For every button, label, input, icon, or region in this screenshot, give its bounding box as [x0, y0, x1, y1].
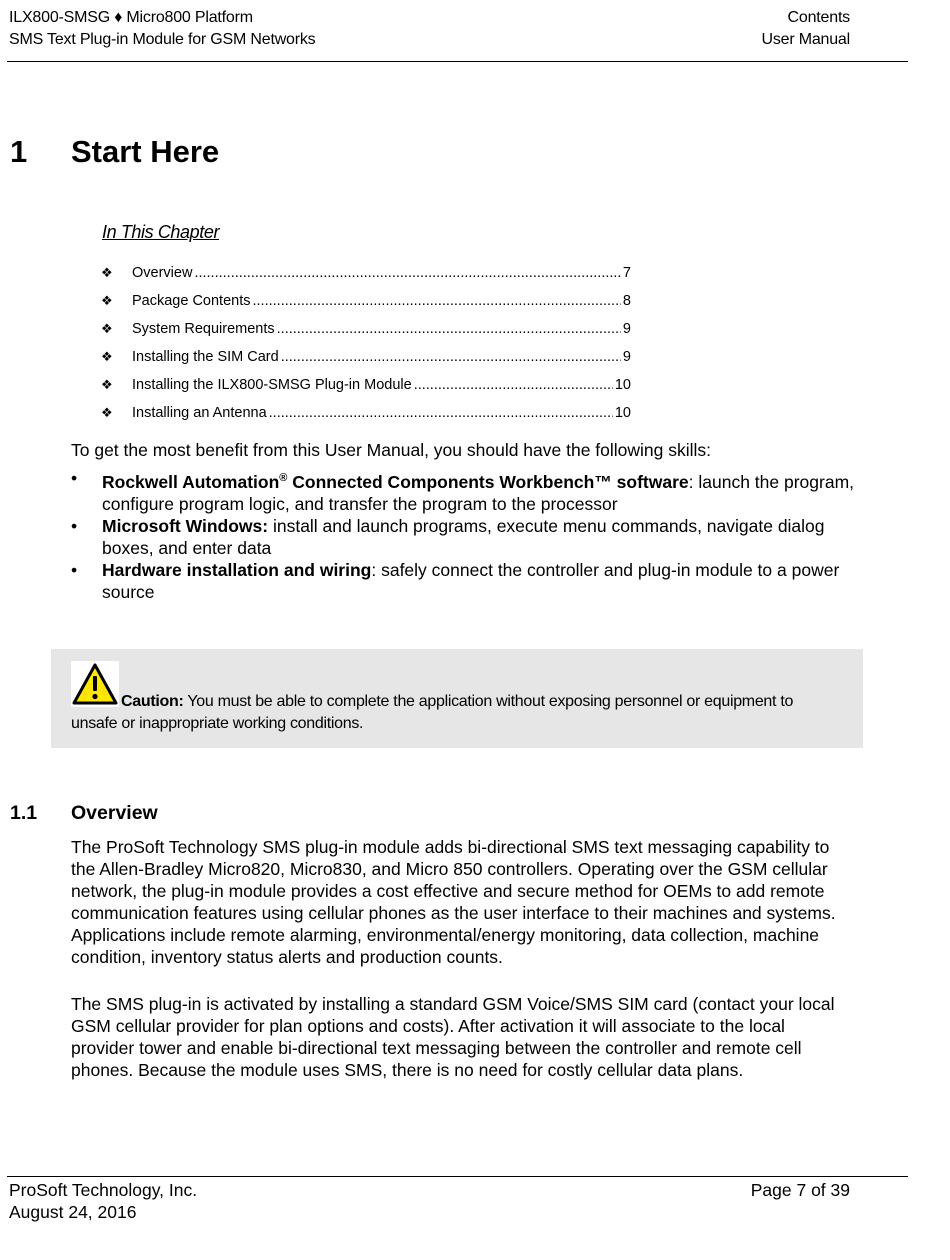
- page-number: Page 7 of 39: [750, 1180, 850, 1200]
- toc-item[interactable]: [101, 349, 631, 377]
- toc-leader: [414, 377, 613, 393]
- caution-text: [71, 691, 841, 735]
- toc-leader: [269, 405, 613, 421]
- caution-box: [51, 649, 863, 748]
- toc-leader: [277, 321, 621, 337]
- chapter-number: 1: [10, 134, 28, 169]
- skill-item: [71, 515, 861, 559]
- toc-item-page: 10: [614, 405, 631, 421]
- skill-strong: Rockwell Automation: [102, 471, 280, 492]
- page-footer-left: [9, 1179, 197, 1223]
- in-this-chapter-heading: In This Chapter: [102, 222, 220, 242]
- toc-item-label: System Requirements: [132, 321, 275, 337]
- page-header-left: [9, 7, 315, 51]
- diamond-bullet-icon: ❖: [101, 349, 113, 364]
- toc-item-label: Installing the ILX800-SMSG Plug-in Module: [132, 377, 412, 393]
- toc-item[interactable]: [101, 321, 631, 349]
- header-product-line: ILX800-SMSG ♦ Micro800 Platform: [9, 9, 253, 26]
- skill-sup: ®: [279, 472, 288, 484]
- skill-strong: Hardware installation and wiring: [102, 559, 372, 580]
- footer-rule: [7, 1176, 908, 1177]
- page-header-right: [761, 7, 850, 51]
- header-doc-type: User Manual: [761, 31, 850, 48]
- overview-paragraph: The SMS plug-in is activated by installing a standard GSM Voice/SMS SIM card (contact your local GSM cellular provider for plan options and costs). After activation it will associate to the local provider tower and enable bi-directional text messaging between the controller and remote cell phones. Because the module uses SMS, there is no need for costly cellular data plans.: [71, 994, 835, 1080]
- diamond-bullet-icon: ❖: [101, 321, 113, 336]
- footer-date: August 24, 2016: [9, 1202, 137, 1222]
- toc-item-label: Overview: [132, 265, 193, 281]
- toc-item[interactable]: [101, 293, 631, 321]
- diamond-bullet-icon: ❖: [101, 377, 113, 392]
- diamond-bullet-icon: ❖: [101, 405, 113, 420]
- toc-item-page: 8: [622, 293, 631, 309]
- skill-rest: : safely connect the controller and plug-in module to a power source: [102, 559, 840, 602]
- toc-item-label: Installing the SIM Card: [132, 349, 279, 365]
- header-section: Contents: [787, 9, 850, 26]
- skill-item: [71, 559, 861, 603]
- overview-paragraph: The ProSoft Technology SMS plug-in module adds bi-directional SMS text messaging capability to the Allen-Bradley Micro820, Micro830, and Micro 850 controllers. Operating over the GSM cellular network, the plug-in module provides a cost effective and secure method for OEMs to add remote communication features using cellular phones as the user interface to their machines and systems. Applications include remote alarming, environmental/energy monitoring, data collection, machine condition, inventory status alerts and production counts.: [71, 837, 836, 967]
- toc-item[interactable]: [101, 265, 631, 293]
- section-title: Overview: [71, 802, 158, 824]
- caution-body: You must be able to complete the application without exposing personnel or equipment to unsafe or inappropriate working conditions.: [71, 693, 794, 732]
- skills-list: [71, 467, 861, 603]
- toc-item[interactable]: [101, 377, 631, 405]
- toc-leader: [194, 265, 620, 281]
- toc-leader: [281, 349, 621, 365]
- skill-rest: : launch the program, configure program logic, and transfer the program to the processor: [102, 471, 855, 514]
- toc-item-page: 7: [622, 265, 631, 281]
- toc-leader: [253, 293, 621, 309]
- skill-strong-b: Connected Components Workbench™ software: [287, 471, 689, 492]
- skill-rest: install and launch programs, execute menu commands, navigate dialog boxes, and enter data: [102, 515, 825, 558]
- skill-item: [71, 467, 861, 515]
- footer-company: ProSoft Technology, Inc.: [9, 1180, 198, 1200]
- toc-item-page: 10: [614, 377, 631, 393]
- diamond-bullet-icon: ❖: [101, 293, 113, 308]
- skill-strong: Microsoft Windows:: [102, 515, 269, 536]
- chapter-toc: [101, 265, 631, 433]
- skills-intro: To get the most benefit from this User Manual, you should have the following skills:: [71, 440, 712, 460]
- toc-item-label: Installing an Antenna: [132, 405, 267, 421]
- toc-item-label: Package Contents: [132, 293, 251, 309]
- toc-item-page: 9: [622, 349, 631, 365]
- header-product-desc: SMS Text Plug-in Module for GSM Networks: [9, 31, 316, 48]
- header-rule: [7, 61, 908, 62]
- caution-lead: Caution:: [121, 693, 184, 710]
- section-number: 1.1: [10, 802, 38, 824]
- chapter-title: Start Here: [71, 134, 220, 169]
- toc-item[interactable]: [101, 405, 631, 433]
- toc-item-page: 9: [622, 321, 631, 337]
- diamond-bullet-icon: ❖: [101, 265, 113, 280]
